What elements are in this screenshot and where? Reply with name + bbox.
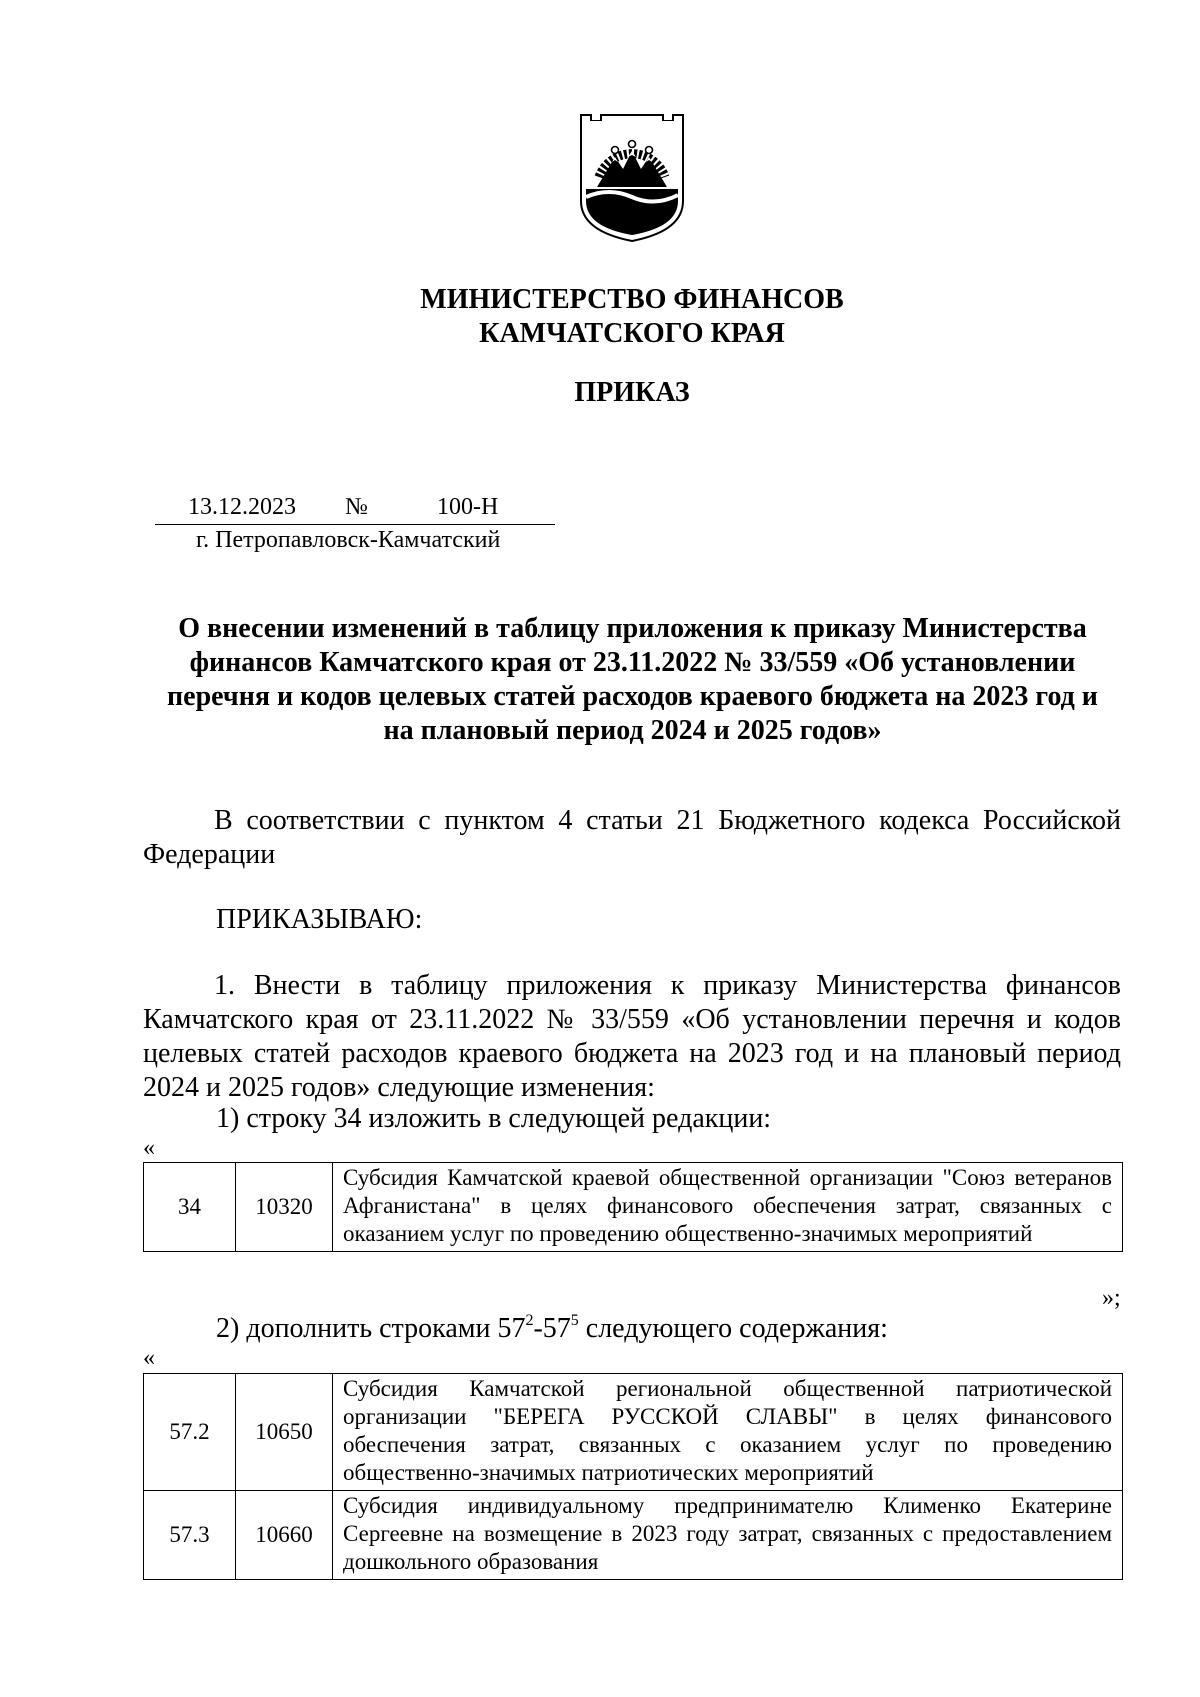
row-number: 57.2 [144,1374,236,1491]
ministry-name-line2: КАМЧАТСКОГО КРАЯ [479,318,785,349]
row-description: Субсидия Камчатской региональной общественной патриотической организации "БЕРЕГА РУССКОЙ СЛАВЫ" в целях финансового обеспечения затрат, связанных с оказанием услуг по проведению общественно-значимых патриотических мероприятий [333,1374,1123,1491]
subitem-2-dash: -57 [533,1313,571,1344]
subitem-2-paragraph [216,1312,1194,1346]
document-type-title: ПРИКАЗ [574,377,690,408]
opening-quote-2: « [143,1345,155,1371]
order-date: 13.12.2023 [188,494,296,520]
date-number-line [155,490,555,525]
row-description: Субсидия индивидуальному предпринимателю Клименко Екатерине Сергеевне на возмещение в 2023 году затрат, связанных с предоставлением дошкольного образования [333,1491,1123,1580]
subitem-2-text-b: следующего содержания: [578,1313,888,1344]
order-subject: О внесении изменений в таблицу приложения к приказу Министерства финансов Камчатского края от 23.11.2022 № 33/559 «Об установлении перечня и кодов целевых статей расходов краевого бюджета на 2023 год и на плановый период 2024 и 2025 годов» [167,613,1098,746]
row-number: 57.3 [144,1491,236,1580]
added-rows-table [143,1373,1123,1580]
table-row [144,1374,1123,1491]
table-row [144,1163,1123,1252]
order-word: ПРИКАЗЫВАЮ: [216,904,423,935]
opening-quote-1: « [143,1135,155,1161]
ministry-name-line1: МИНИСТЕРСТВО ФИНАНСОВ [420,284,844,315]
subitem-2-superscript-2: 5 [570,1312,579,1329]
order-number: 100-Н [437,494,499,520]
row-description: Субсидия Камчатской краевой общественной организации "Союз ветеранов Афганистана" в целях финансового обеспечения затрат, связанных с оказанием услуг по проведению общественно-значимых мероприятий [333,1163,1123,1252]
kamchatka-coat-of-arms-emblem [579,113,685,243]
table-row [144,1491,1123,1580]
legal-basis-paragraph: В соответствии с пунктом 4 статьи 21 Бюджетного кодекса Российской Федерации [143,805,1121,870]
subitem-1-paragraph: 1) строку 34 изложить в следующей редакции: [216,1103,772,1134]
city-name: г. Петропавловск-Камчатский [196,527,501,553]
subitem-2-superscript-1: 2 [525,1312,534,1329]
number-sign: № [345,494,368,520]
subitem-2-text-a: 2) дополнить строками 57 [216,1313,526,1344]
replacement-row-table [143,1162,1123,1252]
item-1-paragraph: 1. Внести в таблицу приложения к приказу Министерства финансов Камчатского края от 23.11.2022 № 33/559 «Об установлении перечня и кодов целевых статей расходов краевого бюджета на 2023 год и на плановый период 2024 и 2025 годов» следующие изменения: [143,970,1121,1103]
row-number: 34 [144,1163,236,1252]
row-code: 10650 [236,1374,333,1491]
row-code: 10320 [236,1163,333,1252]
row-code: 10660 [236,1491,333,1580]
closing-quote-1: »; [1102,1285,1121,1311]
